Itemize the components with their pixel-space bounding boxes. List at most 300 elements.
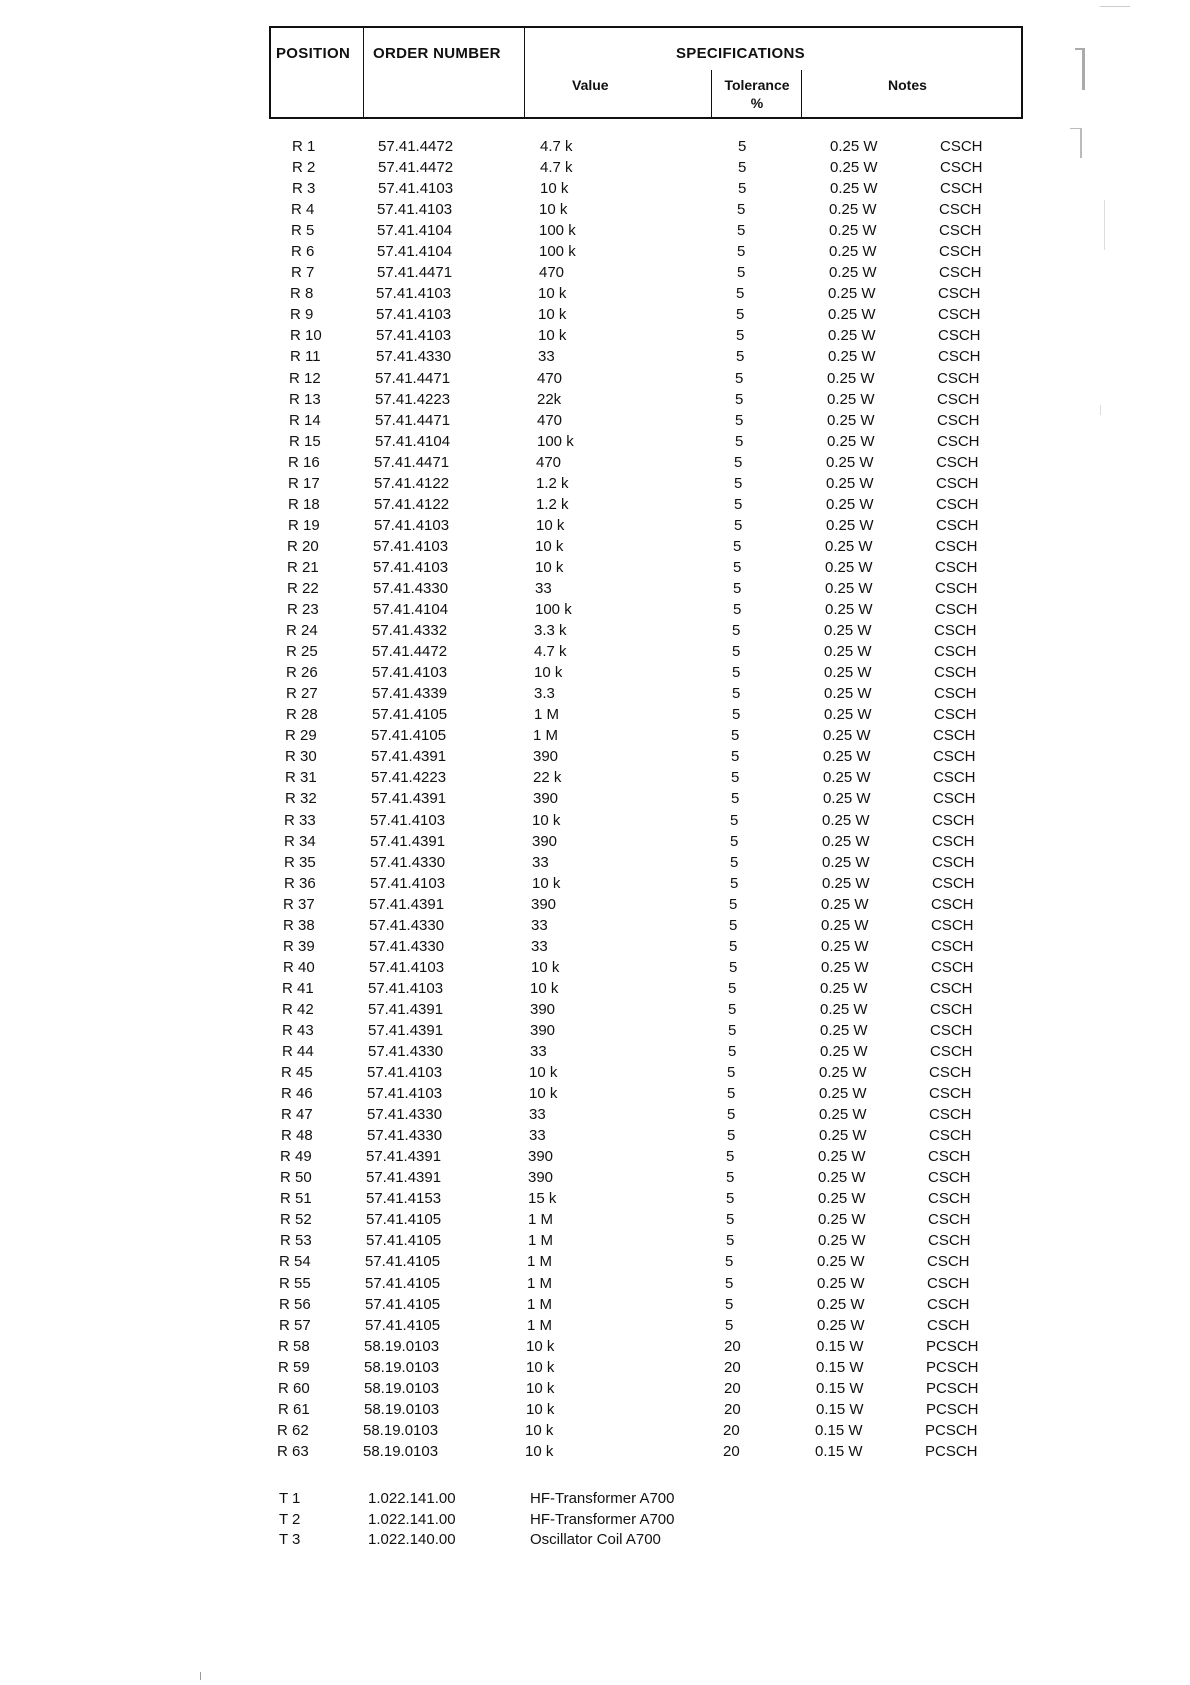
notes-cell: CSCH — [933, 727, 976, 745]
order-number-cell: 1.022.141.00 — [368, 1490, 456, 1507]
tolerance-cell: 5 — [733, 558, 742, 576]
power-cell: 0.25 W — [824, 664, 872, 682]
power-cell: 0.25 W — [819, 1064, 867, 1082]
notes-cell: CSCH — [933, 748, 976, 766]
position-cell: R 23 — [287, 601, 319, 619]
power-cell: 0.25 W — [821, 916, 869, 934]
table-row — [0, 1294, 1177, 1315]
position-cell: R 54 — [279, 1253, 311, 1271]
table-row — [0, 915, 1181, 936]
table-row — [0, 599, 1185, 620]
order-number-cell: 57.41.4103 — [368, 979, 444, 997]
order-number-cell: 57.41.4339 — [372, 685, 448, 703]
notes-cell: PCSCH — [925, 1442, 978, 1460]
value-cell: 22k — [537, 390, 562, 408]
tolerance-cell: 5 — [726, 1190, 735, 1208]
table-row — [0, 1530, 1190, 1551]
tolerance-cell: 5 — [736, 348, 745, 366]
notes-cell: PCSCH — [926, 1337, 979, 1355]
position-cell: R 4 — [291, 201, 315, 219]
power-cell: 0.25 W — [820, 1000, 868, 1018]
power-cell: 0.25 W — [822, 874, 870, 892]
table-row — [0, 1378, 1176, 1399]
position-cell: R 7 — [291, 264, 315, 282]
table-row — [0, 389, 1187, 410]
table-header — [269, 26, 1023, 119]
order-number-cell: 57.41.4105 — [365, 1274, 441, 1292]
tolerance-cell: 5 — [732, 664, 741, 682]
tolerance-cell: 20 — [724, 1358, 741, 1376]
table-row — [0, 1146, 1178, 1167]
header-tolerance — [717, 76, 797, 112]
table-row — [0, 410, 1187, 431]
notes-cell: CSCH — [931, 895, 974, 913]
position-cell: R 25 — [286, 643, 318, 661]
tolerance-cell: 5 — [733, 601, 742, 619]
power-cell: 0.25 W — [818, 1190, 866, 1208]
position-cell: R 29 — [285, 727, 317, 745]
tolerance-cell: 5 — [736, 327, 745, 345]
table-row — [0, 1125, 1179, 1146]
power-cell: 0.25 W — [824, 643, 872, 661]
notes-cell: CSCH — [932, 811, 975, 829]
notes-cell: CSCH — [931, 958, 974, 976]
power-cell: 0.25 W — [828, 306, 876, 324]
power-cell: 0.15 W — [816, 1358, 864, 1376]
order-number-cell: 58.19.0103 — [364, 1379, 440, 1397]
table-row — [0, 199, 1189, 220]
position-cell: T 1 — [279, 1490, 301, 1507]
notes-cell: CSCH — [933, 790, 976, 808]
value-cell: 390 — [531, 895, 557, 913]
power-cell: 0.25 W — [817, 1274, 865, 1292]
value-cell: 10 k — [536, 516, 565, 534]
notes-cell: CSCH — [930, 1000, 973, 1018]
value-cell: 10 k — [534, 664, 563, 682]
order-number-cell: 57.41.4330 — [369, 937, 445, 955]
notes-cell: CSCH — [938, 327, 981, 345]
table-row — [0, 241, 1189, 262]
notes-cell: CSCH — [931, 937, 974, 955]
tolerance-cell: 5 — [727, 1106, 736, 1124]
power-cell: 0.15 W — [815, 1442, 863, 1460]
table-row — [0, 1420, 1175, 1441]
notes-cell: CSCH — [937, 369, 980, 387]
order-number-cell: 1.022.140.00 — [368, 1531, 456, 1548]
notes-cell: CSCH — [929, 1085, 972, 1103]
scan-mark — [1100, 6, 1130, 7]
table-row — [0, 999, 1180, 1020]
value-cell: 1 M — [527, 1253, 553, 1271]
resistor-list — [0, 136, 1190, 1462]
value-cell: 10 k — [526, 1379, 555, 1397]
tolerance-cell: 20 — [724, 1400, 741, 1418]
value-cell: 470 — [537, 411, 563, 429]
table-row — [0, 473, 1186, 494]
notes-cell: CSCH — [930, 979, 973, 997]
notes-cell: CSCH — [928, 1232, 971, 1250]
notes-cell: CSCH — [930, 1043, 973, 1061]
tolerance-cell: 5 — [732, 643, 741, 661]
order-number-cell: 57.41.4391 — [368, 1000, 444, 1018]
position-cell: R 24 — [286, 622, 318, 640]
position-cell: R 8 — [290, 285, 314, 303]
power-cell: 0.25 W — [828, 327, 876, 345]
position-cell: R 14 — [289, 411, 321, 429]
power-cell: 0.25 W — [821, 895, 869, 913]
header-divider — [363, 28, 364, 117]
order-number-cell: 57.41.4223 — [371, 769, 447, 787]
value-cell: 390 — [533, 748, 559, 766]
tolerance-cell: 5 — [733, 579, 742, 597]
tolerance-cell: 5 — [732, 622, 741, 640]
notes-cell: CSCH — [935, 579, 978, 597]
power-cell: 0.25 W — [824, 706, 872, 724]
scan-mark — [200, 1672, 201, 1680]
table-row — [0, 704, 1184, 725]
position-cell: R 41 — [282, 979, 314, 997]
position-cell: R 42 — [282, 1000, 314, 1018]
position-cell: R 58 — [278, 1337, 310, 1355]
power-cell: 0.25 W — [819, 1106, 867, 1124]
power-cell: 0.25 W — [817, 1295, 865, 1313]
table-row — [0, 157, 1190, 178]
notes-cell: CSCH — [935, 601, 978, 619]
scan-mark — [1075, 48, 1085, 50]
value-cell: 470 — [537, 369, 563, 387]
power-cell: 0.25 W — [818, 1148, 866, 1166]
notes-cell: CSCH — [938, 285, 981, 303]
notes-cell: CSCH — [940, 159, 983, 177]
value-cell: 4.7 k — [534, 643, 567, 661]
power-cell: 0.25 W — [823, 748, 871, 766]
header-specifications: SPECIFICATIONS — [676, 45, 805, 62]
table-row — [0, 1357, 1176, 1378]
position-cell: R 1 — [292, 138, 316, 155]
position-cell: R 33 — [284, 811, 316, 829]
notes-cell: CSCH — [927, 1316, 970, 1334]
order-number-cell: 57.41.4471 — [377, 264, 453, 282]
order-number-cell: 57.41.4472 — [378, 138, 454, 155]
power-cell: 0.25 W — [824, 622, 872, 640]
power-cell: 0.25 W — [817, 1253, 865, 1271]
scan-mark — [1104, 200, 1105, 250]
value-cell: 10 k — [526, 1400, 555, 1418]
description-cell: HF-Transformer A700 — [530, 1510, 675, 1528]
table-row — [0, 1489, 1190, 1510]
position-cell: R 9 — [290, 306, 314, 324]
notes-cell: CSCH — [938, 306, 981, 324]
value-cell: 10 k — [539, 201, 568, 219]
table-row — [0, 1251, 1177, 1272]
tolerance-cell: 5 — [734, 495, 743, 513]
value-cell: 22 k — [533, 769, 562, 787]
table-row — [0, 262, 1189, 283]
power-cell: 0.25 W — [823, 769, 871, 787]
power-cell: 0.25 W — [822, 853, 870, 871]
order-number-cell: 57.41.4105 — [366, 1232, 442, 1250]
table-row — [0, 1510, 1190, 1531]
power-cell: 0.25 W — [828, 348, 876, 366]
power-cell: 0.25 W — [820, 1043, 868, 1061]
tolerance-cell: 5 — [727, 1085, 736, 1103]
header-position: POSITION — [276, 45, 351, 62]
value-cell: 33 — [530, 1043, 547, 1061]
notes-cell: CSCH — [927, 1253, 970, 1271]
power-cell: 0.25 W — [818, 1211, 866, 1229]
tolerance-cell: 5 — [728, 1043, 737, 1061]
order-number-cell: 57.41.4105 — [365, 1316, 441, 1334]
tolerance-cell: 5 — [734, 516, 743, 534]
position-cell: R 43 — [282, 1021, 314, 1039]
notes-cell: PCSCH — [926, 1400, 979, 1418]
header-tolerance-label: Tolerance — [724, 77, 790, 93]
position-cell: R 61 — [278, 1400, 310, 1418]
value-cell: 10 k — [525, 1421, 554, 1439]
notes-cell: PCSCH — [926, 1358, 979, 1376]
order-number-cell: 57.41.4103 — [370, 811, 446, 829]
table-row — [0, 220, 1189, 241]
table-row — [0, 767, 1183, 788]
notes-cell: CSCH — [936, 495, 979, 513]
header-tolerance-unit: % — [750, 95, 764, 111]
order-number-cell: 1.022.141.00 — [368, 1510, 456, 1528]
tolerance-cell: 5 — [729, 937, 738, 955]
order-number-cell: 57.41.4104 — [373, 601, 449, 619]
order-number-cell: 57.41.4391 — [366, 1169, 442, 1187]
notes-cell: CSCH — [936, 474, 979, 492]
table-row — [0, 746, 1183, 767]
notes-cell: CSCH — [940, 138, 983, 155]
table-row — [0, 873, 1182, 894]
table-row — [0, 557, 1185, 578]
position-cell: R 22 — [287, 579, 319, 597]
power-cell: 0.25 W — [829, 243, 877, 261]
header-value: Value — [572, 77, 609, 93]
power-cell: 0.25 W — [824, 685, 872, 703]
order-number-cell: 57.41.4330 — [370, 853, 446, 871]
position-cell: R 62 — [277, 1421, 309, 1439]
order-number-cell: 57.41.4472 — [378, 159, 454, 177]
position-cell: R 19 — [288, 516, 320, 534]
value-cell: 100 k — [537, 432, 574, 450]
position-cell: R 53 — [280, 1232, 312, 1250]
power-cell: 0.15 W — [816, 1400, 864, 1418]
table-row — [0, 178, 1190, 199]
table-row — [0, 620, 1184, 641]
order-number-cell: 57.41.4391 — [369, 895, 445, 913]
position-cell: R 21 — [287, 558, 319, 576]
power-cell: 0.25 W — [830, 159, 878, 177]
position-cell: R 51 — [280, 1190, 312, 1208]
value-cell: 3.3 — [534, 685, 555, 703]
power-cell: 0.25 W — [826, 453, 874, 471]
tolerance-cell: 5 — [726, 1211, 735, 1229]
power-cell: 0.25 W — [825, 537, 873, 555]
position-cell: R 49 — [280, 1148, 312, 1166]
value-cell: 10 k — [526, 1358, 555, 1376]
notes-cell: CSCH — [934, 706, 977, 724]
order-number-cell: 57.41.4105 — [365, 1253, 441, 1271]
notes-cell: CSCH — [930, 1021, 973, 1039]
tolerance-cell: 5 — [728, 979, 737, 997]
notes-cell: CSCH — [934, 643, 977, 661]
position-cell: R 32 — [285, 790, 317, 808]
power-cell: 0.25 W — [825, 558, 873, 576]
value-cell: 1.2 k — [536, 474, 569, 492]
table-row — [0, 515, 1186, 536]
position-cell: R 28 — [286, 706, 318, 724]
tolerance-cell: 5 — [731, 790, 740, 808]
table-row — [0, 810, 1182, 831]
notes-cell: CSCH — [929, 1106, 972, 1124]
value-cell: 33 — [532, 853, 549, 871]
tolerance-cell: 5 — [735, 432, 744, 450]
order-number-cell: 57.41.4330 — [367, 1106, 443, 1124]
value-cell: 15 k — [528, 1190, 557, 1208]
table-row — [0, 1188, 1178, 1209]
value-cell: 1 M — [528, 1211, 554, 1229]
order-number-cell: 58.19.0103 — [363, 1442, 439, 1460]
power-cell: 0.25 W — [818, 1232, 866, 1250]
table-row — [0, 1062, 1179, 1083]
order-number-cell: 57.41.4391 — [368, 1021, 444, 1039]
header-divider — [524, 28, 525, 117]
description-cell: HF-Transformer A700 — [530, 1490, 675, 1507]
order-number-cell: 57.41.4103 — [367, 1064, 443, 1082]
order-number-cell: 57.41.4330 — [373, 579, 449, 597]
value-cell: 1 M — [527, 1295, 553, 1313]
tolerance-cell: 5 — [733, 537, 742, 555]
position-cell: R 60 — [278, 1379, 310, 1397]
tolerance-cell: 5 — [728, 1000, 737, 1018]
order-number-cell: 57.41.4105 — [372, 706, 448, 724]
power-cell: 0.25 W — [826, 495, 874, 513]
tolerance-cell: 5 — [738, 138, 747, 155]
order-number-cell: 57.41.4391 — [371, 790, 447, 808]
order-number-cell: 57.41.4332 — [372, 622, 448, 640]
tolerance-cell: 5 — [728, 1021, 737, 1039]
notes-cell: CSCH — [939, 201, 982, 219]
tolerance-cell: 5 — [734, 453, 743, 471]
position-cell: R 39 — [283, 937, 315, 955]
power-cell: 0.25 W — [825, 601, 873, 619]
table-row — [0, 894, 1181, 915]
order-number-cell: 58.19.0103 — [364, 1358, 440, 1376]
table-row — [0, 641, 1184, 662]
order-number-cell: 57.41.4330 — [369, 916, 445, 934]
scan-mark — [1080, 128, 1082, 158]
order-number-cell: 57.41.4105 — [366, 1211, 442, 1229]
tolerance-cell: 5 — [734, 474, 743, 492]
value-cell: 1 M — [528, 1232, 554, 1250]
power-cell: 0.25 W — [817, 1316, 865, 1334]
table-row — [0, 936, 1181, 957]
power-cell: 0.25 W — [823, 790, 871, 808]
order-number-cell: 57.41.4153 — [366, 1190, 442, 1208]
order-number-cell: 57.41.4330 — [367, 1127, 443, 1145]
scan-mark — [1070, 128, 1080, 129]
position-cell: R 20 — [287, 537, 319, 555]
tolerance-cell: 5 — [738, 180, 747, 198]
notes-cell: CSCH — [936, 453, 979, 471]
notes-cell: CSCH — [933, 769, 976, 787]
position-cell: R 52 — [280, 1211, 312, 1229]
table-row — [0, 831, 1182, 852]
value-cell: 10 k — [540, 180, 569, 198]
table-row — [0, 1399, 1176, 1420]
order-number-cell: 58.19.0103 — [364, 1400, 440, 1418]
notes-cell: CSCH — [935, 537, 978, 555]
table-row — [0, 431, 1187, 452]
position-cell: R 10 — [290, 327, 322, 345]
value-cell: 10 k — [530, 979, 559, 997]
value-cell: 10 k — [532, 811, 561, 829]
order-number-cell: 57.41.4105 — [365, 1295, 441, 1313]
position-cell: R 57 — [279, 1316, 311, 1334]
power-cell: 0.25 W — [827, 369, 875, 387]
notes-cell: CSCH — [939, 264, 982, 282]
order-number-cell: 57.41.4471 — [374, 453, 450, 471]
power-cell: 0.25 W — [821, 958, 869, 976]
table-row — [0, 788, 1183, 809]
tolerance-cell: 5 — [732, 685, 741, 703]
scan-mark — [1082, 48, 1085, 90]
order-number-cell: 57.41.4103 — [378, 180, 454, 198]
value-cell: 10 k — [538, 327, 567, 345]
power-cell: 0.25 W — [821, 937, 869, 955]
table-row — [0, 1441, 1175, 1462]
notes-cell: CSCH — [928, 1190, 971, 1208]
tolerance-cell: 20 — [724, 1379, 741, 1397]
table-row — [0, 1083, 1179, 1104]
position-cell: R 46 — [281, 1085, 313, 1103]
value-cell: 100 k — [539, 243, 576, 261]
table-row — [0, 978, 1180, 999]
tolerance-cell: 20 — [723, 1442, 740, 1460]
tolerance-cell: 5 — [730, 832, 739, 850]
power-cell: 0.25 W — [819, 1085, 867, 1103]
table-row — [0, 1020, 1180, 1041]
value-cell: 1 M — [527, 1274, 553, 1292]
transformer-list — [0, 1489, 1190, 1551]
value-cell: 33 — [531, 937, 548, 955]
table-row — [0, 325, 1188, 346]
order-number-cell: 58.19.0103 — [363, 1421, 439, 1439]
tolerance-cell: 5 — [729, 958, 738, 976]
table-row — [0, 852, 1182, 873]
notes-cell: CSCH — [937, 390, 980, 408]
notes-cell: CSCH — [929, 1064, 972, 1082]
notes-cell: CSCH — [938, 348, 981, 366]
order-number-cell: 57.41.4391 — [370, 832, 446, 850]
table-row — [0, 1167, 1178, 1188]
value-cell: 390 — [528, 1169, 554, 1187]
value-cell: 33 — [531, 916, 548, 934]
notes-cell: PCSCH — [925, 1421, 978, 1439]
position-cell: R 50 — [280, 1169, 312, 1187]
position-cell: R 55 — [279, 1274, 311, 1292]
position-cell: R 15 — [289, 432, 321, 450]
power-cell: 0.25 W — [822, 832, 870, 850]
table-row — [0, 683, 1184, 704]
position-cell: R 30 — [285, 748, 317, 766]
order-number-cell: 57.41.4103 — [369, 958, 445, 976]
power-cell: 0.25 W — [826, 474, 874, 492]
position-cell: R 44 — [282, 1043, 314, 1061]
value-cell: 390 — [532, 832, 558, 850]
value-cell: 1.2 k — [536, 495, 569, 513]
